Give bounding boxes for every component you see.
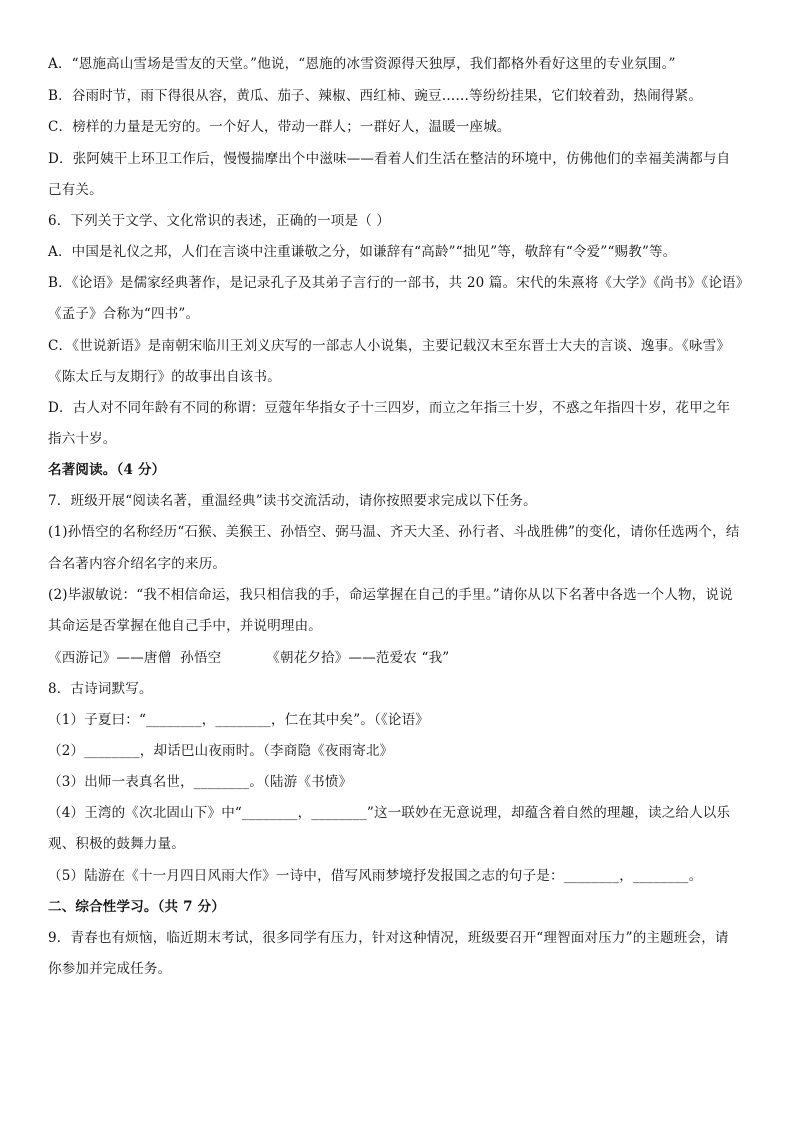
question-8-item-4-cont: 观、积极的鼓舞力量。 (48, 836, 185, 852)
option-b-q6-cont: 《孟子》合称为“四书”。 (48, 306, 200, 322)
question-8-item-1: （1）子夏曰：“________，________，仁在其中矣”。（《论语》 (48, 712, 429, 728)
option-d-q6-cont: 指六十岁。 (48, 431, 117, 447)
option-c-q6: C．《世说新语》是南朝宋临川王刘义庆写的一部志人小说集，主要记载汉末至东晋士大夫的言谈、逸事。《咏雪》 (48, 338, 731, 354)
option-c-q6-cont: 《陈太丘与友期行》的故事出自该书。 (48, 369, 281, 385)
option-d-q6: D．古人对不同年龄有不同的称谓：豆蔻年华指女子十三四岁，而立之年指三十岁，不惑之年指四十岁，花甲之年 (48, 400, 731, 416)
question-7-part-1: (1)孙悟空的名称经历“石猴、美猴王、孙悟空、弼马温、齐天大圣、孙行者、斗战胜佛”的变化，请你任选两个，结 (48, 524, 740, 540)
question-7-part-2: (2)毕淑敏说：“我不相信命运，我只相信我的手，命运掌握在自己的手里。”请你从以下名著中各选一个人物，说说 (48, 587, 733, 603)
option-b-q6: B．《论语》是儒家经典著作，是记录孔子及其弟子言行的一部书，共 20 篇。宋代的朱熹将《大学》《尚书》《论语》 (48, 275, 750, 291)
question-8-item-2: （2）________，却话巴山夜雨时。（李商隐《夜雨寄北》 (48, 743, 394, 759)
question-8-item-5: （5）陆游在《十一月四日风雨大作》一诗中，借写风雨梦境抒发报国之志的句子是：________，________。 (48, 868, 703, 884)
option-c-q5: C．榜样的力量是无穷的。一个好人，带动一群人；一群好人，温暖一座城。 (48, 119, 511, 135)
question-8-item-3: （3）出师一表真名世，________。（陆游《书愤》 (48, 774, 353, 790)
option-a-q6: A．中国是礼仪之邦，人们在言谈中注重谦敬之分，如谦辞有“高龄”“拙见”等，敬辞有“令爱”“赐教”等。 (48, 244, 677, 260)
option-a-q5: A．“恩施高山雪场是雪友的天堂。”他说，“恩施的冰雪资源得天独厚，我们都格外看好这里的专业氛围。” (48, 56, 676, 72)
question-6: 6．下列关于文学、文化常识的表述，正确的一项是（ ） (48, 213, 391, 229)
question-8-item-4: （4）王湾的《次北固山下》中“________，________”这一联妙在无意说理，却蕴含着自然的理趣，读之给人以乐 (48, 805, 731, 821)
section-heading-comprehensive: 二、综合性学习。（共 7 分） (48, 899, 226, 915)
option-d-q5: D．张阿姨干上环卫工作后，慢慢揣摩出个中滋味——看着人们生活在整洁的环境中，仿佛他们的幸福美满都与自 (48, 151, 731, 167)
question-7-part-1-cont: 合名著内容介绍名字的来历。 (48, 556, 227, 572)
question-7: 7．班级开展“阅读名著，重温经典”读书交流活动，请你按照要求完成以下任务。 (48, 493, 537, 509)
question-9: 9．青春也有烦恼，临近期末考试，很多同学有压力，针对这种情况，班级要召开“理智面对压力”的主题班会，请 (48, 930, 729, 946)
question-9-cont: 你参加并完成任务。 (48, 961, 172, 977)
book-character-options: 《西游记》——唐僧 孙悟空 《朝花夕拾》——范爱农 “我” (48, 650, 450, 666)
option-d-q5-cont: 己有关。 (48, 182, 103, 198)
question-8: 8．古诗词默写。 (48, 681, 153, 697)
section-heading-reading: 名著阅读。（4 分） (48, 462, 166, 478)
option-b-q5: B．谷雨时节，雨下得很从容，黄瓜、茄子、辣椒、西红柿、豌豆……等纷纷挂果，它们较着劲，热闹得紧。 (48, 88, 703, 104)
question-7-part-2-cont: 其命运是否掌握在他自己手中，并说明理由。 (48, 618, 322, 634)
